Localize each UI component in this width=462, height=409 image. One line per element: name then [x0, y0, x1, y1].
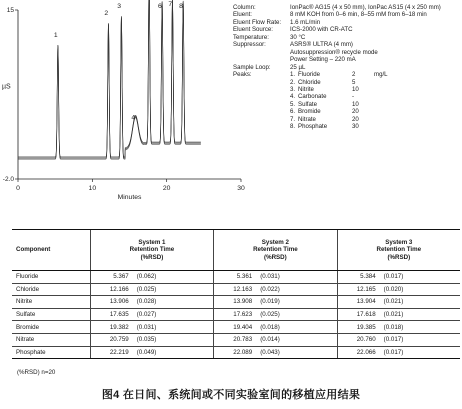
- peak-label: 8: [179, 3, 183, 11]
- cell-name: Chloride: [12, 283, 90, 296]
- cell-name: Fluoride: [12, 271, 90, 284]
- cell-r1: (0.049): [131, 346, 214, 359]
- cell-s1: 5.367: [90, 271, 131, 284]
- chromatogram-axes: [2, 7, 245, 201]
- x-tick-label: 20: [162, 185, 171, 192]
- peak-list-item: [290, 123, 459, 130]
- param-key: [233, 56, 290, 63]
- cell-r2: (0.018): [254, 321, 337, 334]
- param-value: 30 °C: [290, 33, 306, 41]
- peak-unit: [374, 108, 394, 115]
- cell-s1: 20.759: [90, 333, 131, 346]
- peak-name: Fluoride: [298, 71, 321, 79]
- cell-r3: (0.017): [378, 333, 460, 346]
- param-row: [233, 19, 459, 26]
- peak-list: [290, 71, 459, 131]
- peak-label: 3: [117, 3, 122, 11]
- peak-unit: [374, 79, 394, 86]
- retention-time-table: [12, 229, 460, 359]
- x-axis-label: Minutes: [117, 194, 142, 201]
- peak-conc: 20: [352, 115, 359, 123]
- chromatogram-labels: [54, 0, 183, 121]
- cell-s2: 22.089: [214, 346, 255, 359]
- header-component: Component: [12, 230, 90, 271]
- peak-label: 2: [104, 9, 109, 17]
- table-footnote: (%RSD) n=20: [17, 369, 56, 376]
- cell-r2: (0.043): [254, 346, 337, 359]
- cell-r3: (0.020): [378, 283, 460, 296]
- cell-s3: 5.384: [337, 271, 378, 284]
- peak-unit: [374, 123, 394, 130]
- cell-r1: (0.028): [131, 296, 214, 309]
- peak-list-item: [290, 79, 459, 86]
- peak-name: Nitrite: [298, 86, 314, 93]
- peak-conc: 2: [352, 71, 356, 79]
- cell-r2: (0.014): [254, 333, 337, 346]
- peak-list-item: [290, 116, 459, 123]
- cell-s3: 12.165: [337, 283, 378, 296]
- peak-name: Chloride: [298, 78, 321, 86]
- peak-list-item: [290, 93, 459, 100]
- header-system-3: System 3 Retention Time (%RSD): [337, 230, 460, 271]
- param-key: [233, 49, 290, 56]
- peak-num: 3.: [290, 86, 296, 93]
- y-tick-label: 15: [6, 7, 14, 15]
- param-row: [233, 64, 459, 71]
- peak-conc: 30: [352, 123, 359, 131]
- table-row: [12, 296, 460, 309]
- param-value: 1.6 mL/min: [290, 18, 321, 26]
- peak-label: 1: [53, 31, 58, 39]
- peak-name: Phosphate: [298, 123, 328, 131]
- param-row: [233, 11, 459, 18]
- cell-r1: (0.062): [131, 271, 214, 284]
- cell-r2: (0.019): [254, 296, 337, 309]
- cell-s2: 19.404: [214, 321, 255, 334]
- param-row: [233, 41, 459, 48]
- cell-r2: (0.022): [254, 283, 337, 296]
- peak-unit: [374, 116, 394, 123]
- header-system-1: System 1 Retention Time (%RSD): [90, 230, 213, 271]
- param-row: [233, 34, 459, 41]
- cell-r1: (0.027): [131, 308, 214, 321]
- cell-r3: (0.018): [378, 321, 460, 334]
- cell-r1: (0.035): [131, 333, 214, 346]
- peak-num: 2.: [290, 78, 296, 86]
- chromatogram-traces: [18, 0, 201, 159]
- cell-s3: 22.066: [337, 346, 378, 359]
- param-key: Eluent Source:: [233, 26, 273, 34]
- peak-label: 6: [158, 3, 162, 11]
- peak-num: 7.: [290, 115, 296, 123]
- figure-caption: 图4 在日间、系统间或不同实验室间的移植应用结果: [101, 389, 361, 401]
- peak-num: 1.: [290, 71, 296, 79]
- table-header-row: [12, 230, 460, 271]
- param-value: ASRS® ULTRA (4 mm): [290, 41, 353, 49]
- peak-unit: [374, 93, 394, 100]
- peak-label: 4: [131, 114, 136, 122]
- cell-s3: 17.618: [337, 308, 378, 321]
- peak-conc: -: [352, 93, 355, 101]
- cell-name: Bromide: [12, 321, 90, 334]
- param-key: Eluent:: [233, 11, 252, 19]
- y-axis-label: µS: [2, 83, 11, 91]
- table-row: [12, 308, 460, 321]
- peak-name: Carbonate: [298, 93, 327, 101]
- cell-s1: 12.166: [90, 283, 131, 296]
- cell-r1: (0.025): [131, 283, 214, 296]
- peak-label: 7: [168, 1, 173, 9]
- table-row: [12, 271, 460, 284]
- table-row: [12, 321, 460, 334]
- cell-s2: 17.623: [214, 308, 255, 321]
- peak-conc: 10: [352, 86, 359, 93]
- param-value: ICS-2000 with CR-ATC: [290, 26, 353, 34]
- cell-s3: 20.760: [337, 333, 378, 346]
- cell-name: Nitrite: [12, 296, 90, 309]
- peak-conc: 5: [352, 78, 356, 86]
- peak-name: Bromide: [298, 108, 321, 116]
- cell-s2: 13.908: [214, 296, 255, 309]
- cell-s2: 12.163: [214, 283, 255, 296]
- cell-r2: (0.025): [254, 308, 337, 321]
- param-key: Eluent Flow Rate:: [233, 18, 282, 26]
- table-row: [12, 283, 460, 296]
- param-key: Sample Loop:: [233, 63, 271, 71]
- cell-s1: 22.219: [90, 346, 131, 359]
- peak-conc: 10: [352, 100, 359, 108]
- param-key: Column:: [233, 4, 256, 11]
- peak-num: 6.: [290, 108, 296, 116]
- peak-num: 5.: [290, 100, 296, 108]
- peak-list-item: [290, 101, 459, 108]
- peak-name: Nitrate: [298, 115, 316, 123]
- x-tick-label: 0: [16, 185, 20, 192]
- method-parameters: [233, 4, 459, 131]
- peak-list-item: [290, 86, 459, 93]
- cell-name: Nitrate: [12, 333, 90, 346]
- peak-unit: [374, 86, 394, 93]
- x-tick-label: 30: [237, 185, 245, 192]
- cell-r1: (0.031): [131, 321, 214, 334]
- cell-r2: (0.031): [254, 271, 337, 284]
- peak-list-item: [290, 108, 459, 115]
- param-key: Suppressor:: [233, 41, 266, 49]
- peak-name: Sulfate: [298, 100, 317, 108]
- cell-r3: (0.017): [378, 271, 460, 284]
- param-row: [233, 56, 459, 63]
- param-row: [233, 49, 459, 56]
- param-value: 25 µL: [290, 63, 306, 71]
- cell-name: Phosphate: [12, 346, 90, 359]
- cell-name: Sulfate: [12, 308, 90, 321]
- cell-s3: 13.904: [337, 296, 378, 309]
- peak-num: 4.: [290, 93, 296, 101]
- param-value: Autosuppression® recycle mode: [290, 48, 378, 56]
- param-value: IonPac® AG15 (4 x 50 mm), IonPac AS15 (4 x 250 mm): [290, 4, 441, 11]
- table-row: [12, 346, 460, 359]
- header-system-2: System 2 Retention Time (%RSD): [214, 230, 337, 271]
- cell-s1: 17.635: [90, 308, 131, 321]
- peak-unit: [374, 101, 394, 108]
- param-key: Peaks:: [233, 71, 252, 79]
- param-key: Temperature:: [233, 33, 269, 41]
- y-tick-label: -2.0: [2, 176, 14, 184]
- param-row: [233, 4, 459, 11]
- param-value: 8 mM KOH from 0–6 min, 8–55 mM from 6–18 min: [290, 11, 427, 19]
- cell-s2: 5.361: [214, 271, 255, 284]
- cell-s3: 19.385: [337, 321, 378, 334]
- peak-num: 8.: [290, 123, 296, 131]
- param-row: [233, 26, 459, 33]
- cell-s2: 20.783: [214, 333, 255, 346]
- param-value: Power Setting – 220 mA: [290, 56, 356, 64]
- table-row: [12, 333, 460, 346]
- x-tick-label: 10: [88, 185, 97, 192]
- peak-unit: mg/L: [374, 71, 388, 79]
- peak-conc: 20: [352, 108, 359, 116]
- cell-r3: (0.021): [378, 308, 460, 321]
- cell-s1: 13.906: [90, 296, 131, 309]
- cell-r3: (0.021): [378, 296, 460, 309]
- cell-s1: 19.382: [90, 321, 131, 334]
- cell-r3: (0.017): [378, 346, 460, 359]
